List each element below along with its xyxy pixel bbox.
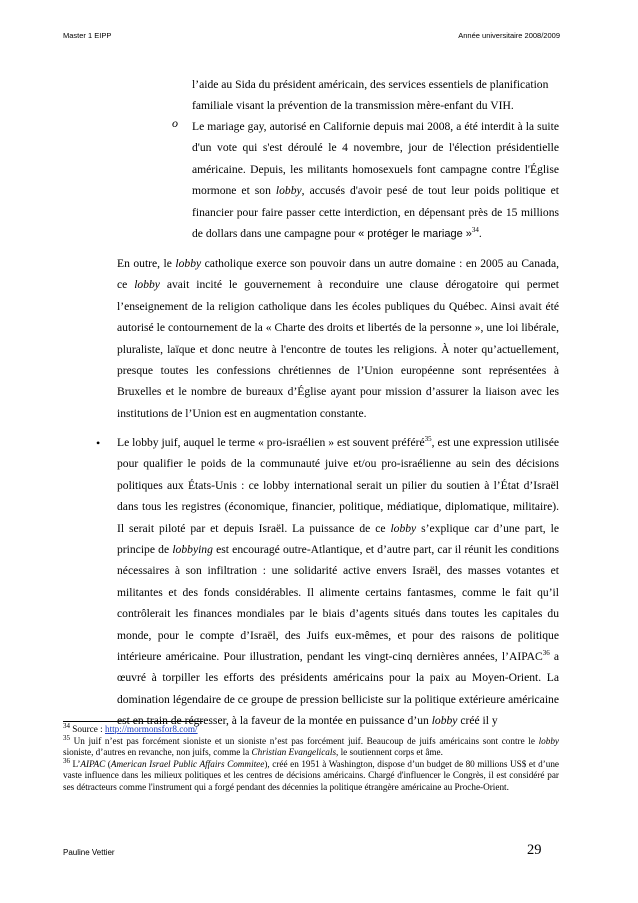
text-run: En outre, le <box>117 257 176 270</box>
text-run: avait incité le gouvernement à reconduire une clause dérogatoire qui permet l’enseignement de la religion catholique dans les écoles publiques du Québec. Ainsi avait été autorisé le contournement de la « Charte des droits et libertés de la personne », une loi libérale, pluraliste, laïque et donc neutre à l'encontre de toutes les religions. À noter qu’actuellement, presque toutes les confessions chrétiennes de l’Union européenne sont représentées à Bruxelles et le nombre de bureaux d’Église ayant pour mission d’assurer la liaison avec les institutions de l’Union est en augmentation constante. <box>117 278 559 420</box>
lobbying-term: lobbying <box>172 543 213 557</box>
footnote-number: 34 <box>63 721 70 730</box>
continuation-line-2: familiale visant la prévention de la transmission mère-enfant du VIH. <box>192 99 514 113</box>
footnote-separator <box>63 721 203 722</box>
quote-text: « protéger le mariage » <box>358 228 472 241</box>
footnote-ref-34[interactable]: 34 <box>471 226 479 235</box>
text-run: a œuvré à torpiller les efforts des présidents américains pour la paix au Moyen-Orient. La domination légendaire de ce groupe de pression belliciste sur la politique extérieure américaine est en train de régresser, à la faveur de la montée en puissance d’un <box>117 650 560 728</box>
text-run: , le soutiennent corps et âme. <box>336 747 443 758</box>
text-run: catholique exerce son pouvoir dans un autre domaine : en 2005 au Canada, ce <box>117 257 559 292</box>
continuation-paragraph <box>192 74 559 117</box>
page-number: 29 <box>527 842 542 858</box>
jewish-lobby-paragraph <box>117 432 559 732</box>
lobby-term: lobby <box>390 521 417 535</box>
text-run: , est une expression utilisée pour qualifier le poids de la communauté juive et/ou pro-israélienne au sein des décisions politiques aux États-Unis : ce lobby international serait un pilier du soutien à l’État d’Israël dans tous les registres (économique, financier, politique, médiatique, diplomatique, militaire). Il serait piloté par et depuis Israël. La puissance de ce <box>117 436 560 535</box>
text-run: est encouragé outre-Atlantique, et d’autre part, car il réunit les conditions nécessaires à son infiltration : une solidarité active envers Israël, des masses votantes et militantes et des fonds considérables. Il alimente certains fantasmes, comme le fait qu’il contrôlerait les finances mondiales par le biais d’agents situés dans toutes les capitales du monde, pour le compte d’Israël, des Juifs eux-mêmes, et pour des raisons de politique intérieure américaine. Pour illustration, pendant les vingt-cinq dernières années, l’AIPAC <box>117 543 559 664</box>
text-run: Un juif n’est pas forcément sioniste et un sioniste n’est pas forcément juif. Beaucoup de juifs américains sont contre le <box>70 735 539 746</box>
text-run: s’explique car d’une part, le principe de <box>117 521 559 557</box>
text-run: Source : <box>70 724 105 734</box>
text-run: ( <box>105 758 111 769</box>
header-course: Master 1 EIPP <box>63 31 112 40</box>
lobby-term: lobby <box>134 278 160 292</box>
footnote-ref-35[interactable]: 35 <box>424 435 432 444</box>
sub-bullet-marker: o <box>172 116 178 130</box>
footnote-35 <box>63 733 559 759</box>
continuation-line-1: l’aide au Sida du président américain, des services essentiels de planification <box>192 78 549 91</box>
footnote-ref-36[interactable]: 36 <box>542 649 550 658</box>
lobby-term: lobby <box>431 714 458 728</box>
footnote-number: 35 <box>63 733 70 742</box>
aipac-term: AIPAC <box>80 758 106 769</box>
footer-author: Pauline Vettier <box>63 848 115 857</box>
text-run: . <box>478 227 482 241</box>
header-year: Année universitaire 2008/2009 <box>458 31 560 40</box>
text-run: Le mariage gay, autorisé en Californie depuis mai 2008, a été interdit à la suite d'un vote qui s'est déroulé le 4 novembre, jour de l'élection présidentielle américaine. Depuis, les militants homosexuels font campagne contre l'Église mormone et son <box>192 120 559 198</box>
text-run: ), créé en 1951 à Washington, dispose d’un budget de 80 millions US$ et d’une vaste influence dans les milieux politiques et les centres de décisions américains. Chargé d'influencer le Congrès, il est considéré par ses détracteurs comme l'instrument qui a forgé pendant des décennies la politique étrangère américaine au Proche-Orient. <box>63 758 560 792</box>
lobby-term: lobby <box>538 735 559 746</box>
source-link[interactable]: http://mormonsfor8.com/ <box>104 724 198 734</box>
christian-evangelicals-term: Christian Evangelicals <box>251 747 337 758</box>
text-run: L’ <box>70 758 81 769</box>
text-run: Le lobby juif, auquel le terme « pro-israélien » est souvent préféré <box>117 436 425 449</box>
bullet-marker: • <box>96 436 101 450</box>
text-run: créé il y <box>457 714 498 728</box>
lobby-term: lobby <box>175 257 202 270</box>
lobby-term: lobby <box>275 184 302 198</box>
aipac-full-name: American Israel Public Affairs Commitee <box>110 758 265 769</box>
gay-marriage-paragraph <box>192 116 559 245</box>
catholic-lobby-paragraph <box>117 253 559 424</box>
footnote-36 <box>63 756 560 794</box>
text-run: , accusés d'avoir pesé de tout leur poids politique et financier pour faire passer cette interdiction, en dépensant près de 15 millions de dollars dans une campagne pour <box>192 184 559 241</box>
text-run: sioniste, d’autres en revanche, non juifs, comme la <box>63 747 252 758</box>
footnote-number: 36 <box>63 756 70 765</box>
